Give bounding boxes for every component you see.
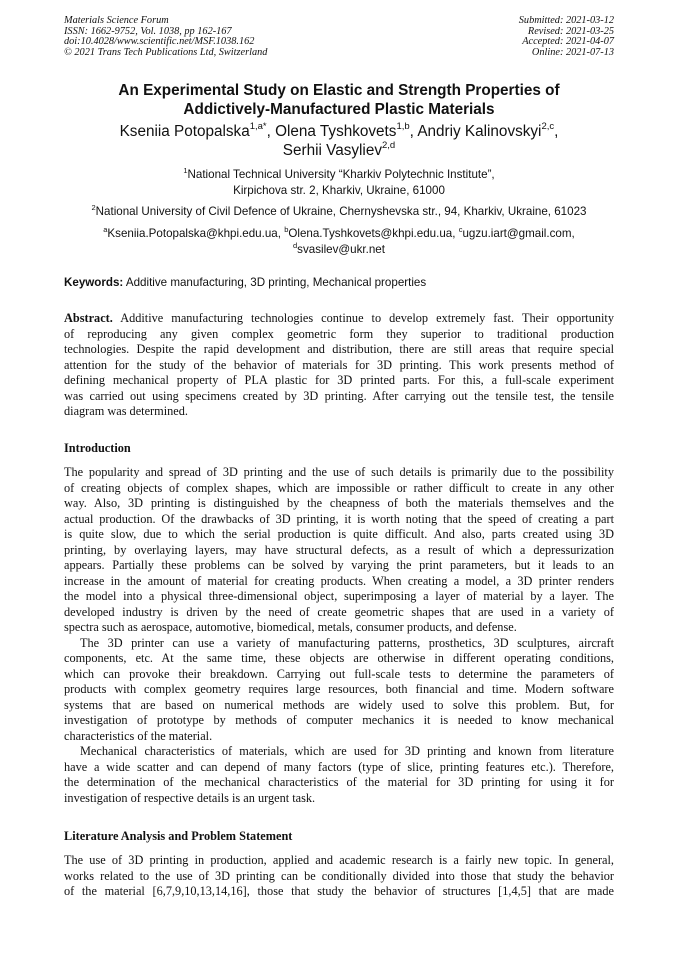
journal-name: Materials Science Forum: [64, 15, 169, 26]
affiliation-1: [0, 167, 678, 198]
abstract: [64, 311, 614, 420]
body-line: printing, by overlaying layers, may have structural defects, as a result of which a depressurization: [64, 542, 614, 557]
affiliation-2: [0, 204, 678, 220]
author-name: Andriy Kalinovskyi: [417, 123, 542, 140]
abstract-line: of reproducing any given complex geometric form they superior to traditional production: [64, 326, 614, 341]
accepted-date: Accepted: 2021-04-07: [522, 36, 614, 48]
section-heading-introduction: Introduction: [64, 441, 131, 455]
body-line: The use of 3D printing in production, applied and academic research is a fairly new topic. In general,: [64, 853, 614, 867]
abstract-text: Additive manufacturing technologies continue to develop extremely fast. Their opportunity: [112, 311, 614, 325]
body-line: components, etc. At the same time, these objects are otherwise in different operating conditions,: [64, 651, 614, 665]
body-line: have a wide scatter and can depend of many factors (type of slice, printing features etc.). Therefore,: [64, 759, 614, 774]
body-line: of the material [6,7,9,10,13,14,16], those that study the behavior of structures [1,4,5] that are made: [64, 884, 614, 898]
literature-body: [64, 853, 614, 900]
body-line: actual production. Of the drawbacks of 3D printing, it is worth noting that the speed of creating a part: [64, 511, 614, 526]
email-link[interactable]: svasilev@ukr.net: [297, 242, 385, 256]
author-separator: ,: [409, 123, 418, 140]
body-line: investigation of respective details is an urgent task.: [64, 790, 316, 805]
paper-title: [0, 81, 678, 119]
submitted-date: Submitted: 2021-03-12: [518, 15, 614, 26]
body-line: way. Also, 3D printing is distinguished by the cheapness of both the materials themselves and the: [64, 496, 614, 510]
body-line: is quite slow, due to which the serial production is quite difficult. And also, parts created using 3D: [64, 527, 614, 541]
author-emails: [0, 226, 678, 257]
body-line: which can provoke their breakdown. Carrying out full-scale tests to determine the parameters of: [64, 666, 614, 681]
abstract-line: diagram was determined.: [64, 404, 188, 418]
body-line: products with complex geometry requires large resources, both financial and time. Modern software: [64, 682, 614, 696]
email-link[interactable]: ugzu.iart@gmail.com,: [462, 227, 575, 240]
body-line: developed industry is driven by the need of create geometric shapes that are used in a variety of: [64, 604, 614, 619]
abstract-line: defining mechanical property of PLA plastic for 3D printed parts. For this, a full-scale experiment: [64, 373, 614, 387]
affiliation-text: Kirpichova str. 2, Kharkiv, Ukraine, 61000: [233, 183, 445, 197]
journal-issn: ISSN: 1662-9752, Vol. 1038, pp 162-167: [64, 25, 232, 37]
email-mark: a: [103, 225, 108, 235]
affiliation-mark: 1: [183, 166, 188, 176]
journal-header: [64, 16, 267, 58]
abstract-label: Abstract.: [64, 311, 113, 325]
author-separator: ,: [554, 123, 559, 140]
keywords: [64, 275, 614, 290]
affiliation-text: National University of Civil Defence of Ukraine, Chernyshevska str., 94, Kharkiv, Ukraine, 61023: [95, 205, 587, 218]
body-line: The popularity and spread of 3D printing and the use of such details is primarily due to the possibility: [64, 465, 614, 479]
email-mark: c: [458, 225, 463, 235]
keywords-text: Additive manufacturing, 3D printing, Mechanical properties: [123, 276, 427, 289]
author-separator: ,: [266, 123, 276, 140]
body-line: Mechanical characteristics of materials, which are used for 3D printing and known from literature: [80, 744, 614, 758]
author-affiliation-mark: 2,c: [541, 120, 555, 132]
body-line: spectra such as aerospace, automotive, biomedical, metals, consumer products, and defense.: [64, 620, 517, 634]
email-link[interactable]: Olena.Tyshkovets@khpi.edu.ua,: [288, 227, 459, 240]
author-affiliation-mark: 1,a*: [249, 120, 267, 132]
email-mark: d: [293, 240, 298, 250]
online-date: Online: 2021-07-13: [531, 46, 614, 58]
abstract-line: was carried out using specimens created by 3D printing. After carrying out the tensile test, the tensile: [64, 388, 614, 403]
email-mark: b: [284, 225, 289, 235]
body-line: increase in the amount of material for creating products. When creating a model, a 3D printer renders: [64, 573, 614, 588]
body-line: the determination of the mechanical characteristics of the material for 3D printing for using it for: [64, 775, 614, 789]
affiliation-text: National Technical University “Kharkiv Polytechnic Institute”,: [187, 168, 495, 181]
body-line: The 3D printer can use a variety of manufacturing patterns, prosthetics, 3D sculptures, aircraft: [80, 635, 614, 650]
revised-date: Revised: 2021-03-25: [527, 25, 614, 37]
title-line: Addictively-Manufactured Plastic Materials: [183, 101, 495, 118]
keywords-label: Keywords:: [64, 276, 124, 289]
journal-doi[interactable]: doi:10.4028/www.scientific.net/MSF.1038.162: [64, 36, 255, 48]
introduction-body: [64, 465, 614, 806]
author-name: Olena Tyshkovets: [275, 123, 397, 140]
body-line: investigation of prototype by methods of computer mechanics it is needed to know mechanical: [64, 713, 614, 727]
title-line: An Experimental Study on Elastic and Strength Properties of: [118, 82, 560, 99]
body-line: characteristics of the material.: [64, 728, 213, 743]
email-link[interactable]: Kseniia.Potopalska@khpi.edu.ua,: [107, 227, 285, 240]
dates-header: [519, 16, 614, 58]
abstract-line: technologies. Despite the rapid development and distribution, there are still areas that require special: [64, 342, 614, 356]
journal-copyright: © 2021 Trans Tech Publications Ltd, Switzerland: [64, 46, 268, 58]
abstract-line: [64, 311, 614, 327]
section-heading-literature: Literature Analysis and Problem Statement: [64, 829, 293, 843]
affiliation-mark: 2: [91, 203, 96, 213]
author-affiliation-mark: 2,d: [381, 139, 396, 151]
author-name: Kseniia Potopalska: [119, 123, 250, 140]
body-line: of creating objects of complex shapes, which are impossible or rather difficult to create in any other: [64, 480, 614, 495]
body-line: works related to the use of 3D printing can be conditionally divided into those that study the behavior: [64, 868, 614, 883]
body-line: appears. Partially these problems can be solved by varying the print parameters, but it leads to an: [64, 558, 614, 572]
author-affiliation-mark: 1,b: [396, 120, 410, 132]
author-name: Serhii Vasyliev: [282, 142, 382, 159]
body-line: the model into a physical three-dimensional object, superimposing a layer of material by a layer. The: [64, 589, 614, 603]
abstract-line: attention for the study of the behavior of materials for 3D printing. This work presents method of: [64, 357, 614, 372]
body-line: systems that are based on numerical methods are widely used to solve this problem. But, for: [64, 697, 614, 712]
author-list: [0, 122, 678, 160]
